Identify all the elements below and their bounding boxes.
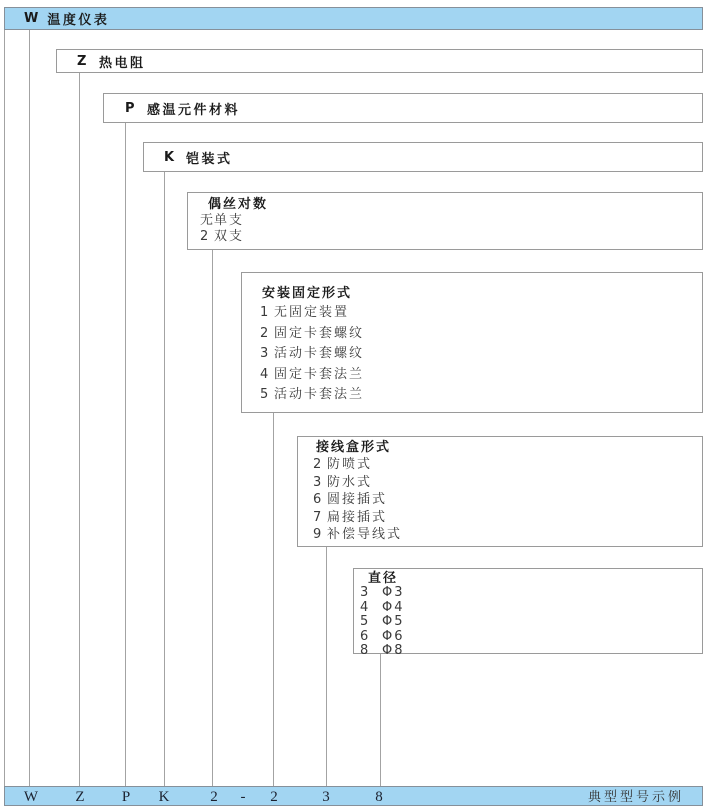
example-char: 2 (270, 789, 278, 805)
option-row (360, 601, 702, 616)
option-row (360, 586, 702, 601)
example-char: 8 (375, 789, 383, 805)
option-code: 无 (200, 213, 214, 228)
example-caption: 典型型号示例 (587, 789, 684, 804)
connector-line-z (79, 73, 80, 786)
example-char: P (121, 789, 131, 805)
example-char: 3 (322, 789, 330, 805)
option-row (360, 630, 702, 645)
option-label: 补偿导线式 (327, 527, 403, 542)
option-row (200, 229, 702, 245)
option-code: 4 (360, 599, 369, 615)
level-code: K (164, 149, 175, 165)
connector-line-p (125, 123, 126, 786)
option-label: 无固定装置 (274, 305, 350, 320)
option-label: 防喷式 (327, 457, 373, 472)
option-code: 2 (313, 457, 322, 472)
option-row (313, 509, 702, 527)
connector-line-left-edge (4, 30, 5, 786)
example-char: K (158, 789, 170, 805)
connector-line-junction-box (326, 547, 327, 786)
connector-line-mounting (273, 413, 274, 786)
option-code: 1 (260, 305, 269, 320)
option-label: 固定卡套螺纹 (274, 325, 365, 341)
option-code: 6 (313, 492, 322, 507)
option-box-diameter (353, 568, 703, 658)
level-code: W (24, 11, 39, 26)
option-row (313, 456, 702, 474)
option-code: 2 (260, 325, 269, 341)
option-code: 8 (360, 643, 369, 658)
option-row (260, 365, 702, 386)
option-row (260, 324, 702, 345)
option-code: 9 (313, 527, 322, 542)
option-code: 5 (260, 387, 269, 402)
level-label: 温度仪表 (47, 13, 110, 28)
level-label: 热电阻 (99, 55, 146, 71)
option-label: 扁接插式 (327, 509, 388, 525)
option-box-title: 接线盒形式 (316, 440, 392, 455)
option-box-junction-box (297, 436, 703, 547)
level-bar-sensor-type (56, 49, 703, 73)
option-row (260, 303, 702, 324)
option-row (313, 491, 702, 509)
option-code: 4 (260, 366, 269, 382)
example-char: 2 (210, 789, 218, 805)
example-char: Z (75, 789, 85, 805)
option-label: Φ4 (382, 599, 405, 615)
option-code: 3 (360, 585, 369, 600)
option-label: Φ8 (382, 643, 405, 658)
option-row (313, 474, 702, 492)
option-label: 圆接插式 (327, 492, 388, 507)
option-box-title: 偶丝对数 (208, 197, 269, 212)
example-char: W (23, 789, 39, 805)
option-code: 5 (360, 614, 369, 629)
example-bar (4, 786, 703, 806)
option-row (200, 213, 702, 229)
option-row (360, 644, 702, 659)
option-row (260, 344, 702, 365)
option-label: Φ5 (382, 614, 405, 629)
connector-line-k (164, 172, 165, 786)
level-bar-instrument (4, 7, 703, 30)
connector-line-pair-count (212, 250, 213, 786)
option-box-title: 直径 (368, 571, 399, 586)
level-code: P (125, 100, 135, 116)
option-box-title: 安装固定形式 (262, 286, 353, 301)
option-box-mounting (241, 272, 703, 413)
level-label: 感温元件材料 (147, 102, 241, 118)
connector-line-diameter (380, 654, 381, 786)
option-label: 固定卡套法兰 (274, 366, 365, 382)
option-row (260, 385, 702, 406)
level-code: Z (77, 53, 87, 69)
option-label: 双支 (214, 229, 245, 244)
option-code: 6 (360, 628, 369, 644)
example-char: - (240, 789, 246, 805)
option-label: 活动卡套螺纹 (274, 346, 365, 361)
option-label: 防水式 (327, 474, 373, 490)
option-label: 活动卡套法兰 (274, 387, 365, 402)
level-bar-sheathed-type (143, 142, 703, 172)
option-label: Φ3 (382, 585, 405, 600)
option-code: 3 (260, 346, 269, 361)
option-label: Φ6 (382, 628, 405, 644)
option-box-pair-count (187, 192, 703, 250)
option-row (360, 615, 702, 630)
option-code: 7 (313, 509, 322, 525)
connector-line-w (29, 30, 30, 786)
option-label: 单支 (214, 213, 245, 228)
option-code: 2 (200, 229, 209, 244)
level-bar-element-material (103, 93, 703, 123)
option-code: 3 (313, 474, 322, 490)
option-row (313, 526, 702, 544)
level-label: 铠装式 (186, 151, 233, 167)
